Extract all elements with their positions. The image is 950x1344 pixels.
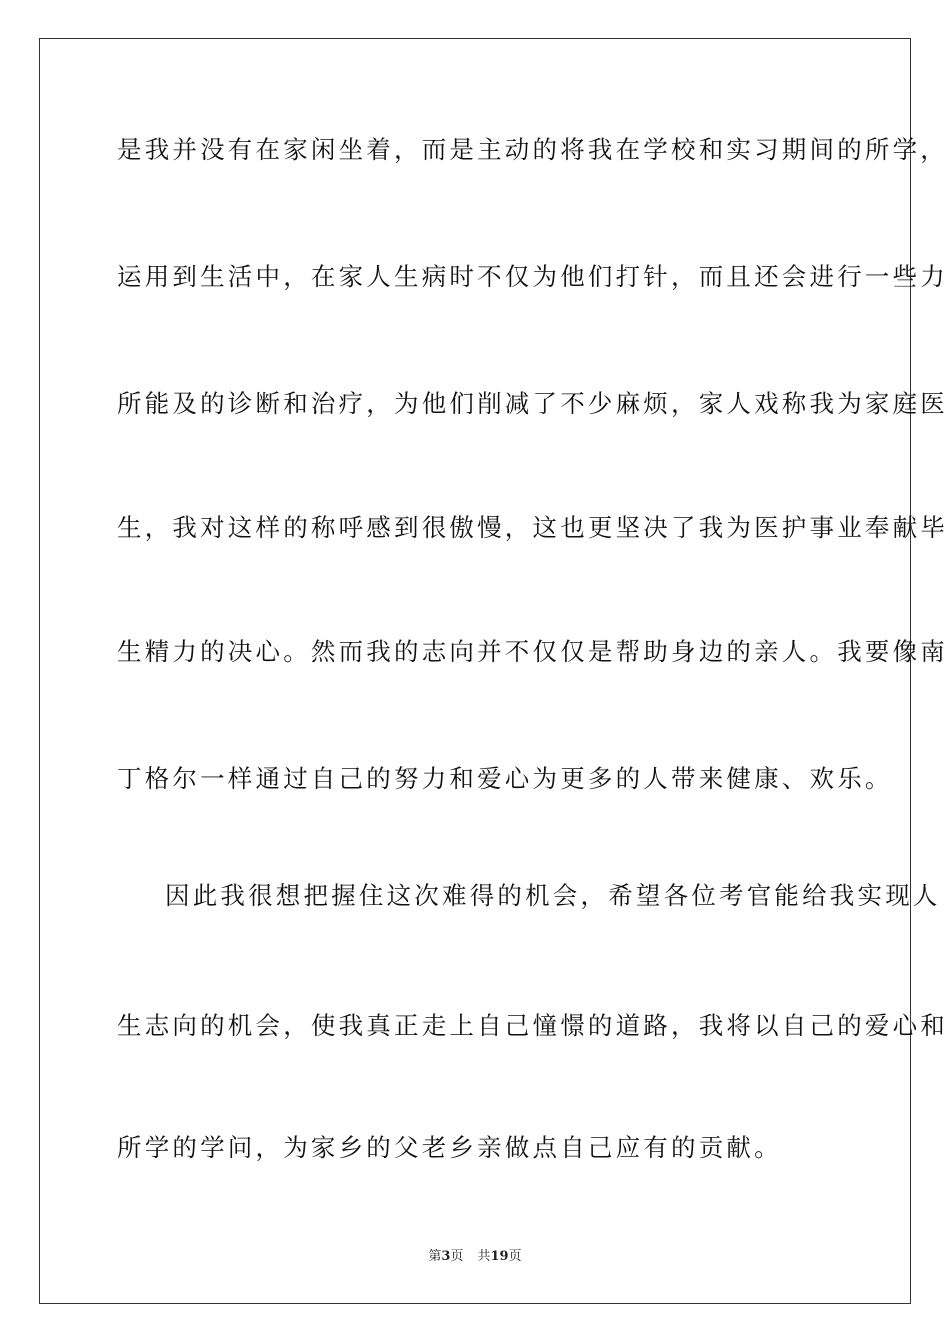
paragraph-line: 生，我对这样的称呼感到很傲慢，这也更坚决了我为医护事业奉献毕: [117, 513, 948, 542]
paragraph-line: 生志向的机会，使我真正走上自己憧憬的道路，我将以自己的爱心和: [117, 1011, 948, 1040]
paragraph-line: 所学的学问，为家乡的父老乡亲做点自己应有的贡献。: [117, 1133, 782, 1162]
page-border: [39, 38, 948, 1304]
paragraph-line: 所能及的诊断和治疗，为他们削减了不少麻烦，家人戏称我为家庭医: [117, 389, 948, 418]
page-indicator: 第3页: [428, 1249, 464, 1264]
paragraph-line: 生精力的决心。然而我的志向并不仅仅是帮助身边的亲人。我要像南: [117, 637, 948, 666]
paragraph-line: 运用到生活中，在家人生病时不仅为他们打针，而且还会进行一些力: [117, 262, 948, 291]
paragraph-line: 丁格尔一样通过自己的努力和爱心为更多的人带来健康、欢乐。: [117, 764, 893, 793]
total-pages-indicator: 共19页: [477, 1249, 522, 1264]
paragraph-line: 因此我很想把握住这次难得的机会，希望各位考官能给我实现人: [165, 881, 941, 910]
total-pages: 19: [490, 1249, 509, 1264]
page-footer: [0, 1248, 950, 1266]
page-number: 3: [441, 1249, 451, 1264]
paragraph-line: 是我并没有在家闲坐着，而是主动的将我在学校和实习期间的所学，: [117, 135, 948, 164]
